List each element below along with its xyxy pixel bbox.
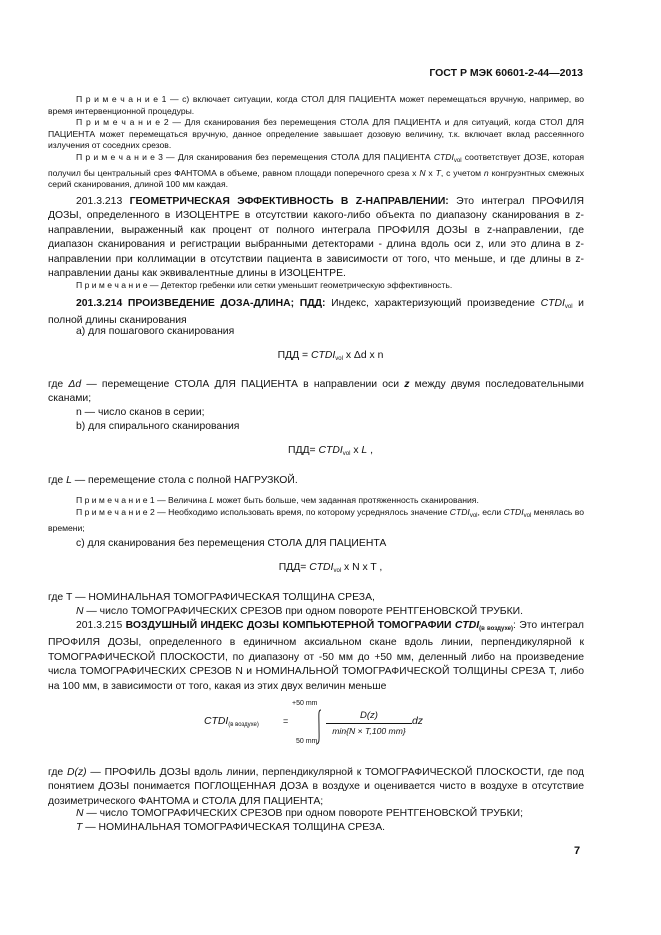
section-number: 201.3.215 — [76, 620, 126, 631]
note-b2: П р и м е ч а н и е 2 — Необходимо использовать время, по которому усреднялось значение $CTDI_{vol}$, если $CTDI_{vol}$ менялась во времени; — [48, 507, 584, 533]
where-c1: где T — НОМИНАЛЬНАЯ ТОМОГРАФИЧЕСКАЯ ТОЛЩИНА СРЕЗА, — [48, 592, 375, 603]
where-a: где Δd — перемещение СТОЛА ДЛЯ ПАЦИЕНТА в направлении оси z между двумя последовательными сканами; — [48, 379, 584, 405]
standard-header: ГОСТ Р МЭК 60601-2-44—2013 — [429, 67, 583, 79]
where-d: где D(z) — ПРОФИЛЬ ДОЗЫ вдоль линии, перпендикулярной к ТОМОГРАФИЧЕСКОЙ ПЛОСКОСТИ, где под понятием ДОЗЫ понимается ПОГЛОЩЕННАЯ ДОЗА в воздухе и оценивается чисто в воздухе в отсутствие дозиметрического ФАНТОМА и СТОЛА ДЛЯ ПАЦИЕНТА; — [48, 767, 584, 807]
section-title: ПРОИЗВЕДЕНИЕ ДОЗА-ДЛИНА; ПДД: — [127, 298, 326, 309]
note-label: П р и м е ч а н и е — [76, 507, 148, 517]
where-c2: N — число ТОМОГРАФИЧЕСКИХ СРЕЗОВ при одном повороте РЕНТГЕНОВСКОЙ ТРУБКИ. — [76, 606, 524, 617]
page-number: 7 — [574, 845, 581, 857]
note-label: П р и м е ч а н и е — [76, 117, 161, 128]
note-block-top — [48, 94, 584, 191]
item-a: a) для пошагового сканирования — [76, 326, 235, 337]
note-label: П р и м е ч а н и е — [76, 280, 148, 290]
where-n: n — число сканов в серии; — [76, 407, 205, 418]
note-b1: П р и м е ч а н и е 1 — Величина L может быть больше, чем заданная протяженность сканирования. — [76, 495, 479, 505]
section-214: 201.3.214 ПРОИЗВЕДЕНИЕ ДОЗА-ДЛИНА; ПДД: Индекс, характеризующий произведение $CTDI_{vol}$ и полной длины сканирования — [48, 298, 584, 327]
note-label: П р и м е ч а н и е — [76, 495, 148, 505]
formula-equals: = — [283, 716, 289, 726]
note-3: П р и м е ч а н и е 3 — Для сканирования без перемещения СТОЛА ДЛЯ ПАЦИЕНТА $CTDI_{vol}$ соответствует ДОЗЕ, которая получил бы центральный срез ФАНТОМА в объеме, равном площади поперечного среза x N x T, с учетом n конгруэнтных смежных серий сканирования, длиной 100 мм каждая. — [48, 151, 585, 190]
formula-lhs: $CTDI_{(в воздухе)}$ — [204, 716, 259, 728]
formula-ctdi-air — [0, 698, 661, 750]
formula-spiral: $ПДД= CTDI_{vol}$ x L , — [288, 445, 373, 457]
section-215: 201.3.215 ВОЗДУШНЫЙ ИНДЕКС ДОЗЫ КОМПЬЮТЕРНОЙ ТОМОГРАФИИ $CTDI_{(в воздухе)}$: Это интеграл ПРОФИЛЯ ДОЗЫ, определенного в единичном аксиальном скане вдоль линии, перпендикулярной к ТОМОГРАФИЧЕСКОЙ ПЛОСКОСТИ, по диапазону от -50 мм до +50 мм, деленный либо на произведение числа ТОМОГРАФИЧЕСКИХ СРЕЗОВ N и НОМИНАЛЬНОЙ ТОМОГРАФИЧЕСКОЙ ТОЛЩИНЫ СРЕЗА T, либо на 100 мм, в зависимости от того, какая из этих двух величин меньше — [48, 620, 584, 692]
section-body: Это интеграл ПРОФИЛЯ ДОЗЫ, определенного в ИЗОЦЕНТРЕ в отсутствии какого-либо объекта по диапазону сканирования в z-направлении, выраженный как процент от полного интеграла ПРОФИЛЯ ДОЗЫ в z-направлении, где диапазон сканирования и регистрации выбранными детекторами - длина вдоль оси z, или это длина в z-направлении при коллимации в отсутствии пациента в зависимости от того, что меньше, и где длины в z-направлении даны как эквивалентные длины в ИЗОЦЕНТРЕ. — [48, 196, 584, 280]
note-label: П р и м е ч а н и е — [76, 94, 159, 104]
where-T: T — НОМИНАЛЬНАЯ ТОМОГРАФИЧЕСКАЯ ТОЛЩИНА СРЕЗА. — [76, 822, 386, 833]
integral-lower-limit: 50 mm — [296, 738, 318, 745]
section-213 — [48, 195, 584, 281]
note-label: П р и м е ч а н и е — [76, 151, 155, 162]
section-number: 201.3.214 — [76, 298, 128, 309]
section-title: ВОЗДУШНЫЙ ИНДЕКС ДОЗЫ КОМПЬЮТЕРНОЙ ТОМОГРАФИИ — [125, 620, 455, 631]
where-b: где L — перемещение стола с полной НАГРУЗКОЙ. — [48, 475, 298, 486]
formula-stepwise: ПДД = $CTDI_{vol}$ x Δd x n — [277, 350, 384, 362]
fraction-bar — [326, 723, 412, 724]
integral-upper-limit: +50 mm — [292, 700, 318, 707]
section-title: ГЕОМЕТРИЧЕСКАЯ ЭФФЕКТИВНОСТЬ В Z-НАПРАВЛЕНИИ: — [129, 196, 449, 207]
where-N: N — число ТОМОГРАФИЧЕСКИХ СРЕЗОВ при одном повороте РЕНТГЕНОВСКОЙ ТРУБКИ; — [76, 808, 524, 819]
item-b: b) для спирального сканирования — [76, 421, 240, 432]
fraction-numerator: D(z) — [360, 710, 378, 721]
formula-static: $ПДД= CTDI_{vol}$ x N x T , — [278, 562, 383, 574]
item-c: c) для сканирования без перемещения СТОЛА ДЛЯ ПАЦИЕНТА — [76, 538, 387, 549]
note-1: П р и м е ч а н и е 1 — c) включает ситуации, когда СТОЛ ДЛЯ ПАЦИЕНТА может перемещаться вручную, например, во время интервенционной процедуры. — [48, 94, 584, 116]
differential: dz — [412, 716, 423, 727]
note-213: П р и м е ч а н и е — Детектор гребенки или сетки уменьшит геометрическую эффективность. — [76, 280, 453, 290]
section-number: 201.3.213 — [76, 196, 130, 207]
fraction-denominator: min{N × T,100 mm} — [332, 726, 406, 736]
note-2: П р и м е ч а н и е 2 — Для сканирования без перемещения СТОЛА ДЛЯ ПАЦИЕНТА и для ситуаций, когда СТОЛ ДЛЯ ПАЦИЕНТА может перемещаться вручную, данное определение завышает дозовую величину, т.к. включает вклад рассеянного излучения от соседних срезов. — [48, 117, 585, 151]
